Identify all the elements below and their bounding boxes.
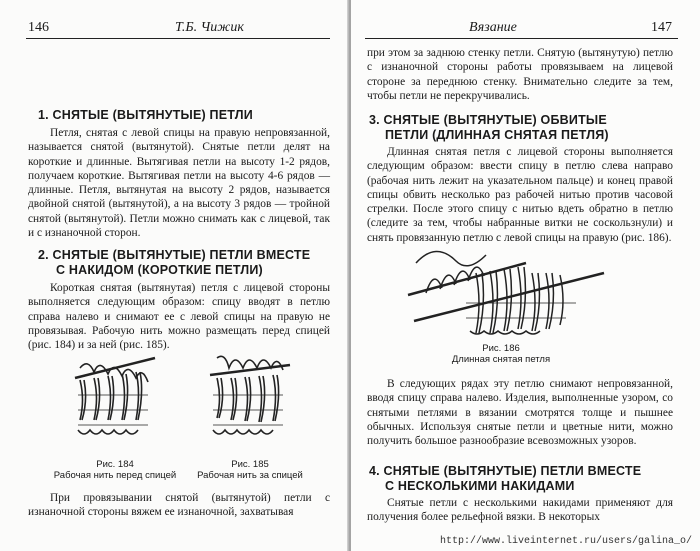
page-number-right: 147 bbox=[651, 20, 672, 35]
section-3-body: Длинная снятая петля с лицевой стороны выполняется следующим образом: ввести спицу в петлю слева направо (рабочая нить лежит на указательном пальце) и конец правой спицы обвить несколько раз рабочей нитью против часовой стрелки. После этого спицу с нитью вдеть обратно в петлю (следите за тем, чтобы набранные витки не соскользнули) и снять провязанную петлю с левой спицы на правую (рис. 186). bbox=[367, 146, 673, 244]
section-3-heading-line1: 3. СНЯТЫЕ (ВЫТЯНУТЫЕ) ОБВИТЫЕ bbox=[369, 113, 607, 127]
section-2-heading-line1: 2. СНЯТЫЕ (ВЫТЯНУТЫЕ) ПЕТЛИ ВМЕСТЕ bbox=[38, 248, 311, 262]
section-1-body: Петля, снятая с левой спицы на правую непровязанной, называется снятой (вытянутой). Снятые петли делят на короткие и длинные. Вытягивая петли на высоту 1-2 рядов, получаем короткие. Вытягивая петли на высоту 4-6 рядов — длинные. Петля, вытянутая на высоту 2 рядов, называется двойной снятой (вытянутой), а на высоту 3 рядов — тройной снятой (вытянутой). Петли можно снимать как с лицевой, так и с изнаночной сторон. bbox=[28, 127, 330, 240]
section-2-heading-line2: С НАКИДОМ (КОРОТКИЕ ПЕТЛИ) bbox=[56, 263, 263, 277]
section-2-body: Короткая снятая (вытянутая) петля с лицевой стороны выполняется следующим образом: спицу вводят в петлю справа налево и снимают ее с левой спицы на правую не провязывая. Рабочую нить можно размещать перед спицей (рис. 184) и за ней (рис. 185). bbox=[28, 282, 330, 352]
figure-184-illustration bbox=[70, 350, 160, 450]
figure-186-illustration bbox=[406, 243, 606, 338]
right-page bbox=[351, 0, 700, 551]
section-4-heading-line2: С НЕСКОЛЬКИМИ НАКИДАМИ bbox=[385, 479, 575, 493]
figure-185-number: Рис. 185 bbox=[231, 459, 269, 470]
header-rule-right bbox=[365, 38, 678, 39]
source-url-watermark: http://www.liveinternet.ru/users/galina_o/ bbox=[439, 536, 692, 547]
page-number-left: 146 bbox=[28, 20, 49, 35]
running-header-author: Т.Б. Чижик bbox=[175, 20, 244, 35]
section-1-heading: 1. СНЯТЫЕ (ВЫТЯНУТЫЕ) ПЕТЛИ bbox=[38, 108, 253, 122]
figure-185-illustration bbox=[205, 350, 295, 450]
section-4-body: Снятые петли с несколькими накидами применяют для получения более рельефной вязки. В некоторых bbox=[367, 497, 673, 524]
section-3-heading-line2: ПЕТЛИ (ДЛИННАЯ СНЯТАЯ ПЕТЛЯ) bbox=[385, 128, 609, 142]
section-4-heading-line1: 4. СНЯТЫЕ (ВЫТЯНУТЫЕ) ПЕТЛИ ВМЕСТЕ bbox=[369, 464, 642, 478]
bottom-paragraph-left: При провязывании снятой (вытянутой) петли с изнаночной стороны вяжем ее изнаночной, захватывая bbox=[28, 492, 330, 519]
header-rule-left bbox=[26, 38, 330, 39]
figure-184-caption: Рабочая нить перед спицей bbox=[53, 470, 177, 481]
figure-185-caption: Рабочая нить за спицей bbox=[197, 470, 303, 481]
figure-186-caption: Длинная снятая петля bbox=[451, 354, 551, 365]
running-header-title: Вязание bbox=[469, 20, 517, 35]
left-page bbox=[0, 0, 349, 551]
paragraph-following-rows: В следующих рядах эту петлю снимают непровязанной, вводя спицу справа налево. Изделия, выполненные узором, со снятыми петлями в вязании смотрятся толще и пышнее обычных. Используя снятые петли и цветные нити, можно получить большое разнообразие всевозможных узоров. bbox=[367, 378, 673, 448]
top-paragraph-right: при этом за заднюю стенку петли. Снятую (вытянутую) петлю с изнаночной стороны работы провязываем на лицевой стороне за переднюю стенку. Внимательно следите за тем, чтобы петли не перекручивались. bbox=[367, 47, 673, 102]
figure-184-number: Рис. 184 bbox=[96, 459, 134, 470]
figure-186-number: Рис. 186 bbox=[482, 343, 520, 354]
